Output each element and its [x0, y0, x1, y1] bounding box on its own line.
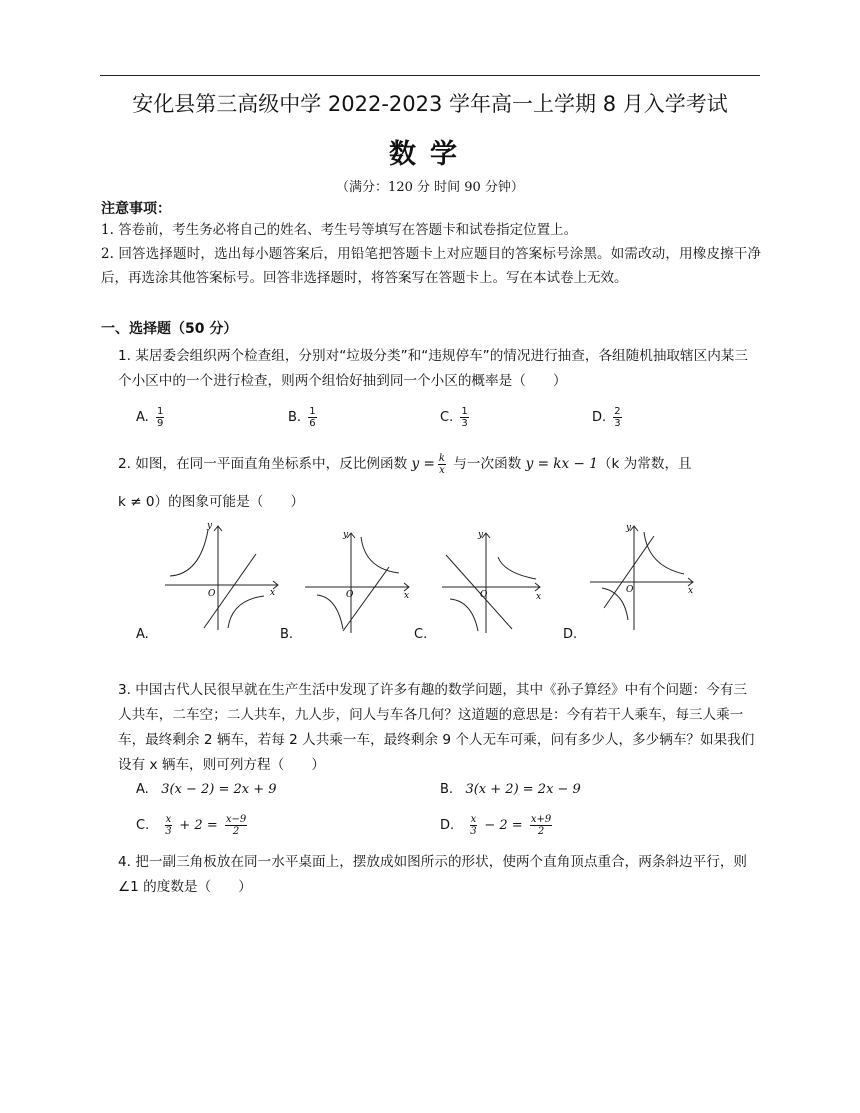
note-item-1: 1. 答卷前，考生务必将自己的姓名、考生号等填写在答题卡和试卷指定位置上。 — [101, 222, 578, 238]
graph-a-label[interactable]: A. — [136, 627, 149, 642]
graph-a-x-label: x — [270, 588, 276, 598]
graph-b-y-label: y — [343, 530, 349, 540]
graph-c-origin: O — [480, 590, 488, 600]
q3-option-c[interactable]: C. $\frac{x}{3}$ + 2 = $\frac{x-9}{2}$ — [136, 814, 247, 837]
question-2-line2: k ≠ 0）的图象可能是（ ） — [118, 494, 305, 510]
q1-option-c[interactable]: C. $\frac{1}{3}$ — [440, 406, 468, 429]
header-rule — [100, 75, 760, 76]
graph-b-origin: O — [346, 590, 354, 600]
graph-b — [303, 525, 413, 635]
graph-b-x-label: x — [404, 591, 410, 601]
graph-a-y-label: y — [207, 521, 213, 531]
graph-d-y-label: y — [626, 523, 632, 533]
note-item-2: 2. 回答选择题时，选出每小题答案后，用铅笔把答题卡上对应题目的答案标号涂黑。如需改动，用橡皮擦干净后，再选涂其他答案标号。回答非选择题时，将答案写在答题卡上。写在本试卷上无效。 — [101, 246, 761, 286]
question-1: 1. 某居委会组织两个检查组，分别对“垃圾分类”和“违规停车”的情况进行抽查，各组随机抽取辖区内某三个小区中的一个进行检查，则两个组恰好抽到同一个小区的概率是（ ） — [118, 348, 748, 389]
q3-option-a[interactable]: A. 3(x − 2) = 2x + 9 — [136, 782, 277, 797]
q3-option-b[interactable]: B. 3(x + 2) = 2x − 9 — [440, 782, 581, 797]
graph-b-label[interactable]: B. — [280, 627, 294, 642]
graph-d-x-label: x — [688, 586, 694, 596]
score-info: （满分：120 分 时间 90 分钟） — [336, 180, 524, 195]
graph-d-origin: O — [626, 585, 634, 595]
graph-c-y-label: y — [478, 530, 484, 540]
question-4: 4. 把一副三角板放在同一水平桌面上，摆放成如图所示的形状，使两个直角顶点重合，两条斜边平行，则 ∠1 的度数是（ ） — [118, 854, 748, 895]
notes-title: 注意事项： — [101, 201, 171, 217]
graph-c-label[interactable]: C. — [414, 627, 428, 642]
graph-a-origin: O — [208, 589, 216, 599]
section-title: 一、选择题（50 分） — [101, 321, 238, 337]
graph-d-label[interactable]: D. — [563, 627, 578, 642]
exam-title: 安化县第三高级中学 2022-2023 学年高一上学期 8 月入学考试 — [132, 92, 728, 116]
question-3: 3. 中国古代人民很早就在生产生活中发现了许多有趣的数学问题，其中《孙子算经》中有个问题：今有三人共车，二车空；二人共车，九人步，问人与车各几何？这道题的意思是：今有若干人乘车，每三人乘一车，最终剩余 2 辆车，若每 2 人共乘一车，最终剩余 9 个人无车可乘，问有多少人，多少辆车？如果我们设有 x 辆车，则可列方程（ ） — [118, 682, 755, 773]
q1-option-d[interactable]: D. $\frac{2}{3}$ — [592, 406, 621, 429]
q3-option-d[interactable]: D. $\frac{x}{3}$ − 2 = $\frac{x+9}{2}$ — [440, 814, 552, 837]
subject-title: 数学 — [389, 139, 471, 170]
q1-option-a[interactable]: A. $\frac{1}{9}$ — [136, 406, 164, 429]
graph-c-x-label: x — [536, 592, 542, 602]
graph-d — [588, 520, 698, 632]
question-2-line1: 2. 如图，在同一平面直角坐标系中，反比例函数 y = $\frac{k}{x}$ 与一次函数 y = kx − 1（k 为常数，且 — [118, 452, 692, 476]
graph-c — [440, 525, 545, 635]
graph-a — [160, 518, 285, 633]
q1-option-b[interactable]: B. $\frac{1}{6}$ — [288, 406, 316, 429]
